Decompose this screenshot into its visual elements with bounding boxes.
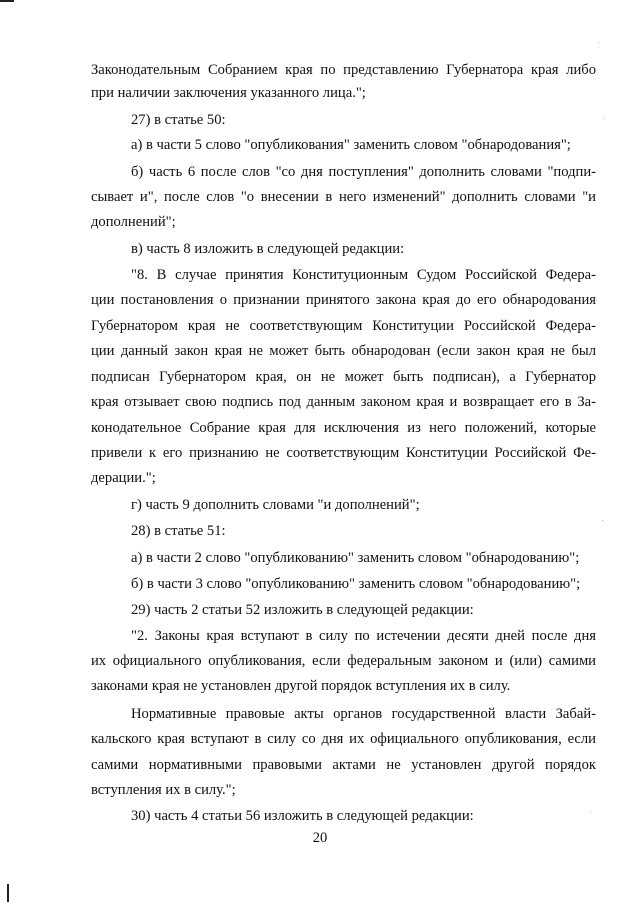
- text-line: ции постановления о признании принятого закона края до его обнародования: [91, 292, 596, 308]
- text-line: Законодательным Собранием края по представлению Губернатора края либо: [91, 62, 596, 78]
- text-line: "2. Законы края вступают в силу по истечении десяти дней после дня: [131, 628, 596, 644]
- text-line: ции данный закон края не может быть обнародован (если закон края не был: [91, 343, 596, 359]
- text-line: б) в части 3 слово "опубликованию" заменить словом "обнародованию";: [131, 576, 581, 592]
- text-line: Нормативные правовые акты органов государственной власти Забай-: [131, 706, 596, 722]
- text-line: дерации.";: [91, 470, 156, 486]
- text-line: 30) часть 4 статьи 56 изложить в следующей редакции:: [131, 808, 474, 824]
- text-line: сывает и", после слов "о внесении в него изменений" дополнить словами "и: [91, 189, 596, 205]
- text-line: "8. В случае принятия Конституционным Судом Российской Федера-: [131, 267, 596, 283]
- text-line: 29) часть 2 статьи 52 изложить в следующей редакции:: [131, 602, 474, 618]
- text-line: дополнений";: [91, 214, 176, 230]
- text-line: законами края не установлен другой порядок вступления их в силу.: [91, 678, 511, 694]
- scan-speck: [602, 520, 603, 521]
- text-line: в) часть 8 изложить в следующей редакции:: [131, 241, 405, 257]
- text-line: привели к его признанию не соответствующим Конституции Российской Фе-: [91, 445, 596, 461]
- text-line: кальского края вступают в силу со дня их официального опубликования, если: [91, 731, 596, 747]
- text-line: их официального опубликования, если федеральным законом и (или) самими: [91, 653, 596, 669]
- text-line: конодательное Собрание края для исключения из него положений, которые: [91, 420, 596, 436]
- text-line: б) часть 6 после слов "со дня поступления" дополнить словами "подпи-: [131, 164, 596, 180]
- text-line: а) в части 2 слово "опубликованию" заменить словом "обнародованию";: [131, 550, 580, 566]
- scan-speck: [598, 42, 599, 43]
- text-line: а) в части 5 слово "опубликования" заменить словом "обнародования";: [131, 137, 571, 153]
- scan-speck: [596, 300, 597, 301]
- text-line: при наличии заключения указанного лица.";: [91, 85, 366, 101]
- text-line: вступления их в силу.";: [91, 782, 236, 798]
- scan-mark-top-left: [0, 0, 14, 2]
- scan-speck: [590, 812, 591, 813]
- text-line: подписан Губернатором края, он не может быть подписан), а Губернатор: [91, 369, 596, 385]
- page-number: 20: [312, 830, 328, 846]
- text-line: края отзывает свою подпись под данным законом края и возвращает его в За-: [91, 394, 596, 410]
- text-line: самими нормативными правовыми актами не установлен другой порядок: [91, 757, 596, 773]
- text-line: 27) в статье 50:: [131, 112, 226, 128]
- text-line: г) часть 9 дополнить словами "и дополнений";: [131, 497, 420, 513]
- text-line: 28) в статье 51:: [131, 523, 226, 539]
- scan-speck: [604, 118, 605, 119]
- text-line: Губернатором края не соответствующим Конституции Российской Федера-: [91, 318, 596, 334]
- scan-mark-bottom-left: [7, 884, 9, 902]
